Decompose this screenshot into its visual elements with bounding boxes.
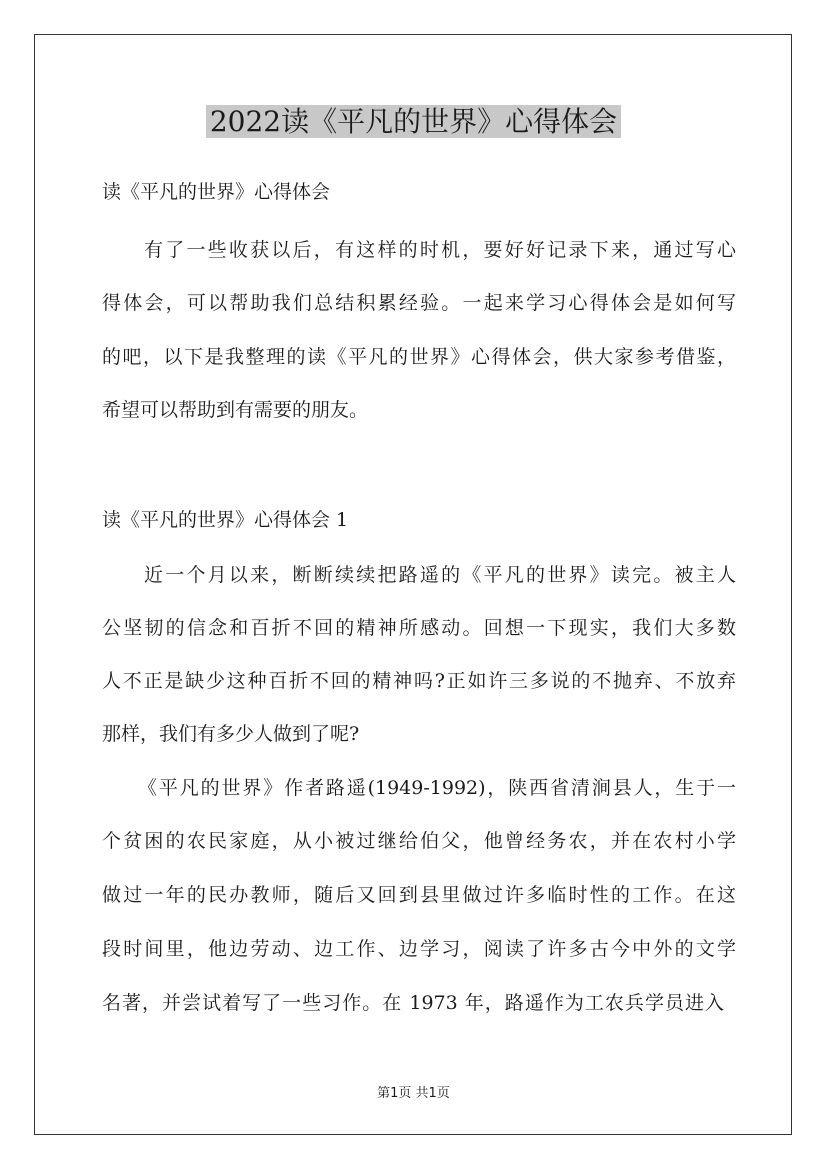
intro-line: 的吧，以下是我整理的读《平凡的世界》心得体会，供大家参考借鉴， [102,346,736,368]
paragraph-line: 名著，并尝试着写了一些习作。在 1973 年，路遥作为工农兵学员进入 [102,992,724,1014]
intro-line: 有了一些收获以后，有这样的时机，要好好记录下来，通过写心 [144,239,736,261]
paragraph-line: 公坚韧的信念和百折不回的精神所感动。回想一下现实，我们大多数 [102,617,736,639]
intro-line: 得体会，可以帮助我们总结积累经验。一起来学习心得体会是如何写 [102,292,736,314]
page-number: 第1页 共1页 [377,1086,450,1101]
paragraph-line: 那样，我们有多少人做到了呢? [102,723,360,745]
paragraph-line: 《平凡的世界》作者路遥(1949-1992)，陕西省清涧县人，生于一 [138,777,736,799]
intro-line: 希望可以帮助到有需要的朋友。 [102,399,369,421]
paragraph-line: 人不正是缺少这种百折不回的精神吗?正如许三多说的不抛弃、不放弃 [102,670,736,692]
document-title [0,100,827,144]
paragraph-line: 个贫困的农民家庭，从小被过继给伯父，他曾经务农，并在农村小学 [102,830,736,852]
document-title-text: 2022读《平凡的世界》心得体会 [206,105,621,138]
subtitle: 读《平凡的世界》心得体会 [102,181,331,203]
paragraph-line: 段时间里，他边劳动、边工作、边学习，阅读了许多古今中外的文学 [102,938,736,960]
paragraph-line: 近一个月以来，断断续续把路遥的《平凡的世界》读完。被主人 [144,564,736,586]
section-heading: 读《平凡的世界》心得体会 1 [102,509,349,531]
paragraph-line: 做过一年的民办教师，随后又回到县里做过许多临时性的工作。在这 [102,884,736,906]
